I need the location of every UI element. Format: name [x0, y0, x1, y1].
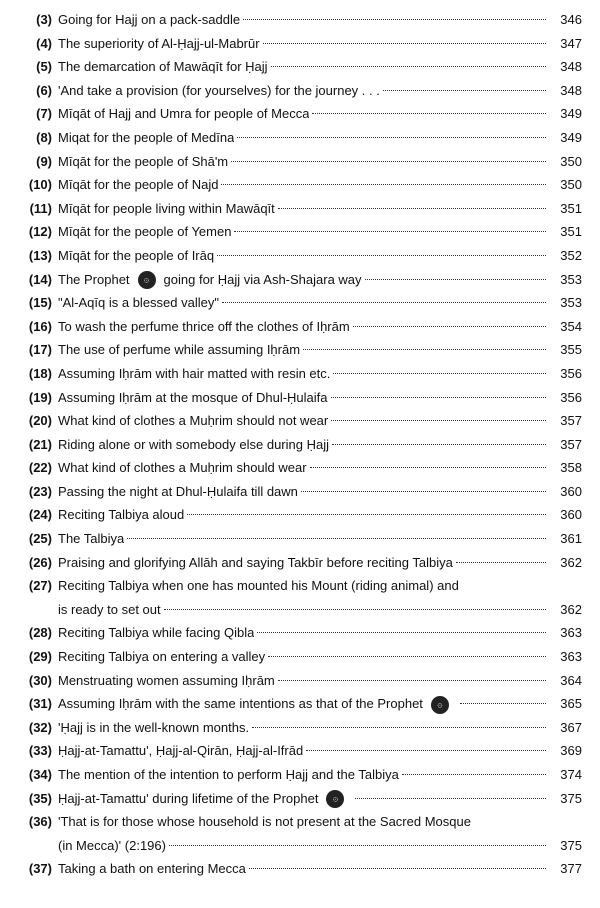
- entry-title: [58, 551, 453, 575]
- dot-leader: [355, 798, 546, 799]
- entry-page-number: 360: [560, 483, 582, 499]
- entry-title: [58, 598, 161, 622]
- toc-entry: [14, 409, 582, 433]
- entry-title: [58, 244, 214, 268]
- entry-page-number: 357: [560, 413, 582, 429]
- entry-page-number: 362: [560, 601, 582, 617]
- entry-title-text: Assuming Iḥrām with hair matted with resin etc.: [58, 365, 331, 381]
- dot-leader: [456, 562, 546, 563]
- prophet-seal-icon: ۞: [138, 271, 156, 289]
- dot-leader: [231, 161, 546, 162]
- entry-title: [58, 315, 350, 339]
- entry-title: [58, 669, 275, 693]
- entry-number: (6): [36, 82, 52, 98]
- entry-number: (24): [28, 507, 52, 523]
- entry-title: [58, 386, 328, 410]
- entry-number: (25): [28, 531, 52, 547]
- entry-page-number: 358: [560, 460, 582, 476]
- entry-number: (10): [28, 177, 52, 193]
- entry-title: [58, 8, 240, 32]
- entry-title-text: Mīqāt for people living within Mawāqīt: [58, 200, 275, 216]
- prophet-seal-icon: ۞: [431, 696, 449, 714]
- entry-number: (5): [36, 59, 52, 75]
- entry-number: (21): [28, 436, 52, 452]
- toc-entry: [14, 669, 582, 693]
- entry-title-text: The Talbiya: [58, 531, 125, 547]
- entry-title-text: Passing the night at Dhul-Ḥulaifa till dawn: [58, 483, 298, 499]
- entry-title-text: The demarcation of Mawāqīt for Ḥajj: [58, 59, 268, 75]
- dot-leader: [164, 609, 546, 610]
- dot-leader: [249, 868, 546, 869]
- dot-leader: [303, 349, 546, 350]
- toc-entry: [14, 291, 582, 315]
- entry-title-text: Taking a bath on entering Mecca: [58, 861, 246, 877]
- table-of-contents: [14, 8, 582, 881]
- entry-title-text: Assuming Iḥrām with the same intentions as that of the Prophet: [58, 696, 423, 712]
- entry-title-text: The mention of the intention to perform Ḥajj and the Talbiya: [58, 767, 399, 782]
- entry-page-number: 352: [560, 247, 582, 263]
- entry-number: (19): [28, 389, 52, 405]
- entry-title-text: Reciting Talbiya when one has mounted his Mount (riding animal) and: [58, 578, 459, 594]
- entry-number: (7): [36, 106, 52, 122]
- entry-page-number: 348: [560, 82, 582, 98]
- toc-entry: [14, 621, 582, 645]
- dot-leader: [333, 373, 546, 374]
- toc-entry: [14, 763, 582, 787]
- entry-page-number: 375: [560, 790, 582, 806]
- entry-title: [58, 739, 303, 763]
- toc-entry: [14, 55, 582, 79]
- dot-leader: [271, 66, 546, 67]
- toc-entry: [14, 503, 582, 527]
- entry-page-number: 350: [560, 153, 582, 169]
- entry-page-number: 367: [560, 719, 582, 735]
- toc-entry: [14, 810, 582, 834]
- toc-entry: [14, 220, 582, 244]
- dot-leader: [252, 727, 546, 728]
- entry-number: (37): [28, 861, 52, 877]
- entry-title: [58, 338, 300, 362]
- entry-page-number: 363: [560, 625, 582, 641]
- entry-title: [58, 433, 329, 457]
- toc-entry: [14, 362, 582, 386]
- entry-page-number: 364: [560, 672, 582, 688]
- entry-title: [58, 220, 231, 244]
- entry-page-number: 353: [560, 295, 582, 311]
- entry-page-number: 357: [560, 436, 582, 452]
- toc-entry: [14, 480, 582, 504]
- entry-number: (12): [28, 224, 52, 240]
- entry-title-text: To wash the perfume thrice off the clothes of Iḥrām: [58, 318, 350, 334]
- toc-entry: [14, 433, 582, 457]
- entry-title-text: Praising and glorifying Allāh and saying Takbīr before reciting Talbiya: [58, 554, 453, 570]
- entry-title: [58, 102, 309, 126]
- entry-page-number: 375: [560, 837, 582, 853]
- entry-title-text: Reciting Talbiya while facing Qibla: [58, 625, 255, 641]
- dot-leader: [217, 255, 546, 256]
- entry-page-number: 354: [560, 318, 582, 334]
- entry-title-text: Mīqāt for the people of Najd: [58, 177, 219, 193]
- toc-entry: [14, 692, 582, 716]
- entry-title-text: Mīqāt for the people of Shā'm: [58, 153, 229, 169]
- toc-entry: [14, 126, 582, 150]
- entry-page-number: 353: [560, 271, 582, 287]
- entry-title-text: Riding alone or with somebody else during Ḥajj: [58, 436, 329, 452]
- dot-leader: [222, 302, 546, 303]
- entry-title-text: is ready to set out: [58, 601, 161, 617]
- entry-title-text: Assuming Iḥrām at the mosque of Dhul-Ḥulaifa: [58, 389, 328, 405]
- entry-page-number: 347: [560, 35, 582, 51]
- entry-number: (15): [28, 295, 52, 311]
- entry-page-number: 363: [560, 649, 582, 665]
- dot-leader: [402, 774, 546, 775]
- dot-leader: [310, 467, 546, 468]
- entry-page-number: 365: [560, 696, 582, 712]
- entry-title-text: Menstruating women assuming Iḥrām: [58, 672, 275, 688]
- dot-leader: [383, 90, 546, 91]
- entry-page-number: 377: [560, 861, 582, 877]
- toc-entry: [14, 739, 582, 763]
- entry-title-text: (in Mecca)' (2:196): [58, 837, 166, 853]
- dot-leader: [332, 444, 546, 445]
- entry-title: [58, 810, 471, 834]
- entry-title: [58, 409, 328, 433]
- entry-number: (16): [28, 318, 52, 334]
- entry-number: (36): [28, 814, 52, 830]
- entry-number: (26): [28, 554, 52, 570]
- entry-number: (9): [36, 153, 52, 169]
- toc-entry: [14, 197, 582, 221]
- entry-page-number: 369: [560, 743, 582, 759]
- entry-title-text: Ḥajj-at-Tamattu', Ḥajj-al-Qirān, Ḥajj-al-Ifrād: [58, 743, 304, 759]
- toc-entry: [14, 8, 582, 32]
- entry-number: (4): [36, 35, 52, 51]
- dot-leader: [237, 137, 546, 138]
- entry-page-number: 362: [560, 554, 582, 570]
- toc-entry: [14, 32, 582, 56]
- entry-number: (3): [36, 12, 52, 27]
- dot-leader: [365, 279, 546, 280]
- entry-title: [58, 197, 275, 221]
- entry-title: [58, 150, 228, 174]
- dot-leader: [331, 420, 546, 421]
- entry-number: (23): [28, 483, 52, 499]
- entry-number: (13): [28, 247, 52, 263]
- toc-entry: [14, 79, 582, 103]
- entry-page-number: 346: [560, 12, 582, 27]
- dot-leader: [127, 538, 546, 539]
- dot-leader: [278, 208, 546, 209]
- entry-number: (11): [29, 200, 52, 216]
- entry-title: [58, 503, 184, 527]
- toc-entry: [14, 150, 582, 174]
- entry-title: [58, 574, 459, 598]
- toc-entry: [14, 834, 582, 858]
- entry-page-number: 360: [560, 507, 582, 523]
- entry-title-text: Ḥajj-at-Tamattu' during lifetime of the Prophet: [58, 790, 319, 806]
- entry-title-text: Reciting Talbiya aloud: [58, 507, 185, 523]
- entry-page-number: 351: [560, 200, 582, 216]
- entry-title-text: The superiority of Al-Ḥajj-ul-Mabrūr: [58, 35, 260, 51]
- entry-title: [58, 55, 268, 79]
- entry-number: (29): [28, 649, 52, 665]
- entry-title: [58, 857, 246, 881]
- toc-entry: [14, 315, 582, 339]
- entry-title-text: Mīqāt of Hajj and Umra for people of Mecca: [58, 106, 310, 122]
- toc-entry: [14, 268, 582, 292]
- entry-title-text: "Al-Aqīq is a blessed valley": [58, 295, 219, 311]
- entry-number: (8): [36, 129, 52, 145]
- toc-entry: [14, 338, 582, 362]
- entry-number: (17): [28, 342, 52, 358]
- prophet-seal-icon: ۞: [326, 790, 344, 808]
- entry-title-text: What kind of clothes a Muḥrim should not wear: [58, 413, 329, 429]
- entry-title-text: 'And take a provision (for yourselves) for the journey . . .: [58, 82, 380, 98]
- entry-title-part: going for Ḥajj via Ash-Shajara way: [163, 271, 362, 287]
- dot-leader: [221, 184, 546, 185]
- toc-entry: [14, 716, 582, 740]
- entry-title: [58, 621, 254, 645]
- dot-leader: [243, 19, 546, 20]
- dot-leader: [268, 656, 546, 657]
- entry-title: [58, 173, 218, 197]
- entry-title-text: What kind of clothes a Muḥrim should wear: [58, 460, 307, 476]
- entry-page-number: 349: [560, 129, 582, 145]
- entry-title-text: 'That is for those whose household is not present at the Sacred Mosque: [58, 814, 471, 830]
- dot-leader: [187, 514, 546, 515]
- dot-leader: [460, 703, 546, 704]
- entry-title: [58, 645, 265, 669]
- entry-title-text: 'Ḥajj is in the well-known months.: [58, 719, 250, 735]
- entry-title: [58, 787, 352, 811]
- dot-leader: [353, 326, 546, 327]
- toc-entry: [14, 456, 582, 480]
- entry-number: (34): [28, 767, 52, 782]
- entry-number: (14): [28, 271, 52, 287]
- entry-title: [58, 763, 399, 787]
- entry-number: (30): [28, 672, 52, 688]
- entry-number: (22): [28, 460, 52, 476]
- entry-title: [58, 692, 457, 716]
- entry-number: (18): [28, 365, 52, 381]
- entry-page-number: 356: [560, 389, 582, 405]
- entry-number: (31): [28, 696, 52, 712]
- entry-number: (32): [28, 719, 52, 735]
- entry-title-text: Mīqāt for the people of Irāq: [58, 247, 215, 263]
- entry-number: (27): [28, 578, 52, 594]
- entry-title: [58, 456, 307, 480]
- entry-title-text: Reciting Talbiya on entering a valley: [58, 649, 266, 665]
- entry-title-text: The use of perfume while assuming Iḥrām: [58, 342, 301, 358]
- entry-page-number: 350: [560, 177, 582, 193]
- entry-page-number: 361: [560, 531, 582, 547]
- entry-title: [58, 126, 234, 150]
- dot-leader: [257, 632, 546, 633]
- dot-leader: [169, 845, 546, 846]
- dot-leader: [263, 43, 546, 44]
- toc-entry: [14, 645, 582, 669]
- entry-title: [58, 480, 298, 504]
- toc-entry: [14, 527, 582, 551]
- entry-title: [58, 362, 330, 386]
- dot-leader: [331, 397, 546, 398]
- toc-entry: [14, 244, 582, 268]
- entry-title: [58, 32, 260, 56]
- entry-title: [58, 268, 362, 292]
- dot-leader: [306, 750, 546, 751]
- toc-entry: [14, 598, 582, 622]
- entry-title-text: Miqat for the people of Medīna: [58, 129, 235, 145]
- entry-title: [58, 716, 249, 740]
- toc-entry: [14, 857, 582, 881]
- entry-title-part: The Prophet: [58, 271, 130, 287]
- entry-page-number: 351: [560, 224, 582, 240]
- entry-page-number: 349: [560, 106, 582, 122]
- entry-title: [58, 527, 124, 551]
- toc-entry: [14, 787, 582, 811]
- entry-number: (33): [28, 743, 52, 759]
- dot-leader: [234, 231, 546, 232]
- entry-page-number: 356: [560, 365, 582, 381]
- entry-number: (35): [28, 790, 52, 806]
- entry-page-number: 348: [560, 59, 582, 75]
- entry-title-text: Mīqāt for the people of Yemen: [58, 224, 232, 240]
- entry-number: (28): [28, 625, 52, 641]
- entry-title-text: Going for Hajj on a pack-saddle: [58, 12, 241, 27]
- entry-title: [58, 291, 219, 315]
- entry-page-number: 355: [560, 342, 582, 358]
- entry-page-number: 374: [560, 767, 582, 782]
- toc-entry: [14, 551, 582, 575]
- dot-leader: [301, 491, 546, 492]
- toc-entry: [14, 386, 582, 410]
- toc-entry: [14, 102, 582, 126]
- entry-title: [58, 79, 380, 103]
- toc-entry: [14, 173, 582, 197]
- toc-entry: [14, 574, 582, 598]
- entry-number: (20): [28, 413, 52, 429]
- dot-leader: [278, 680, 546, 681]
- entry-title: [58, 834, 166, 858]
- dot-leader: [312, 113, 546, 114]
